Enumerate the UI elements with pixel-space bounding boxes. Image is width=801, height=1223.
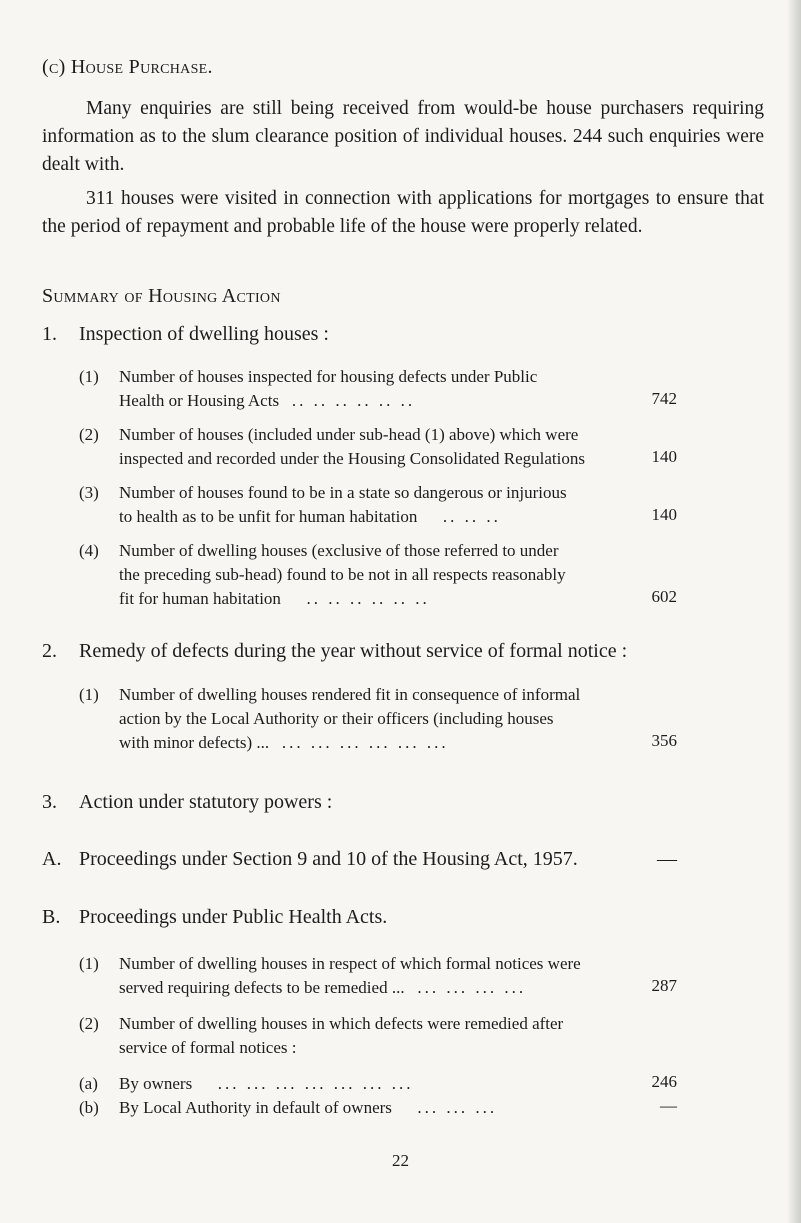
page-number: 22: [392, 1151, 409, 1170]
item-value: 140: [651, 505, 677, 524]
item-label: (2): [79, 1014, 99, 1033]
item-text: Number of houses found to be in a state so dangerous or injurious: [119, 483, 567, 502]
item-text: served requiring defects to be remedied ...: [119, 978, 405, 997]
item-text: By Local Authority in default of owners: [119, 1098, 392, 1117]
section-number: 2.: [42, 640, 57, 662]
item-text: inspected and recorded under the Housing Consolidated Regulations: [119, 449, 585, 468]
item-text: Health or Housing Acts: [119, 391, 280, 410]
section-title: Action under statutory powers :: [79, 791, 333, 813]
leader-dots: ... ... ... ... ... ...: [281, 733, 449, 752]
leader-dots: .. .. .. .. .. ..: [306, 589, 430, 608]
section-title: Remedy of defects during the year without service of formal notice :: [79, 640, 628, 662]
item-text: By owners: [119, 1074, 193, 1093]
paragraph-enquiries: Many enquiries are still being received from would-be house purchasers requiring information as to the slum clearance position of individual houses. 244 such enquiries were dealt with.: [42, 98, 764, 175]
item-value: 246: [651, 1072, 677, 1091]
item-value: 140: [651, 447, 677, 466]
leader-dots: ... ... ...: [417, 1098, 498, 1117]
item-text: Number of houses (included under sub-head (1) above) which were: [119, 425, 579, 444]
item-label: (2): [79, 425, 99, 444]
item-text: Number of dwelling houses in which defects were remedied after: [119, 1014, 564, 1033]
leader-dots: ... ... ... ... ... ... ...: [217, 1074, 414, 1093]
item-text: the preceding sub-head) found to be not in all respects reasonably: [119, 565, 566, 584]
item-text: Number of houses inspected for housing defects under Public: [119, 367, 538, 386]
section-title: Inspection of dwelling houses :: [79, 323, 329, 345]
leader-dots: .. .. ..: [442, 507, 501, 526]
item-label: (1): [79, 954, 99, 973]
item-text: to health as to be unfit for human habitation: [119, 507, 418, 526]
leader-dots: .. .. .. .. .. ..: [291, 391, 416, 410]
section-heading: (c) House Purchase.: [42, 56, 213, 78]
section-title: Proceedings under Section 9 and 10 of the Housing Act, 1957.: [79, 848, 578, 870]
section-number: 1.: [42, 323, 57, 345]
page-edge-shadow: [787, 0, 801, 1223]
item-value: 742: [651, 389, 677, 408]
item-text: with minor defects) ...: [119, 733, 270, 752]
section-number: A.: [42, 848, 62, 870]
item-text: fit for human habitation: [119, 589, 281, 608]
paragraph-mortgages: 311 houses were visited in connection with applications for mortgages to ensure that the period of repayment and probable life of the house were properly related.: [42, 188, 764, 237]
section-number: B.: [42, 906, 61, 928]
item-value: —: [660, 1096, 677, 1115]
item-text: Number of dwelling houses in respect of which formal notices were: [119, 954, 581, 973]
item-text: Number of dwelling houses (exclusive of those referred to under: [119, 541, 559, 560]
item-text: Number of dwelling houses rendered fit in consequence of informal: [119, 685, 581, 704]
item-label: (3): [79, 483, 99, 502]
item-label: (1): [79, 685, 99, 704]
item-value: 356: [651, 731, 677, 750]
item-label: (b): [79, 1098, 99, 1117]
item-label: (a): [79, 1074, 98, 1093]
item-label: (1): [79, 367, 99, 386]
item-text: action by the Local Authority or their officers (including houses: [119, 709, 554, 728]
item-value: 287: [651, 976, 677, 995]
item-value: 602: [651, 587, 677, 606]
section-title: Proceedings under Public Health Acts.: [79, 906, 388, 928]
section-number: 3.: [42, 791, 57, 813]
item-text: service of formal notices :: [119, 1038, 297, 1057]
item-label: (4): [79, 541, 99, 560]
item-value: —: [657, 848, 677, 870]
leader-dots: ... ... ... ...: [417, 978, 527, 997]
summary-heading: Summary of Housing Action: [42, 285, 281, 307]
